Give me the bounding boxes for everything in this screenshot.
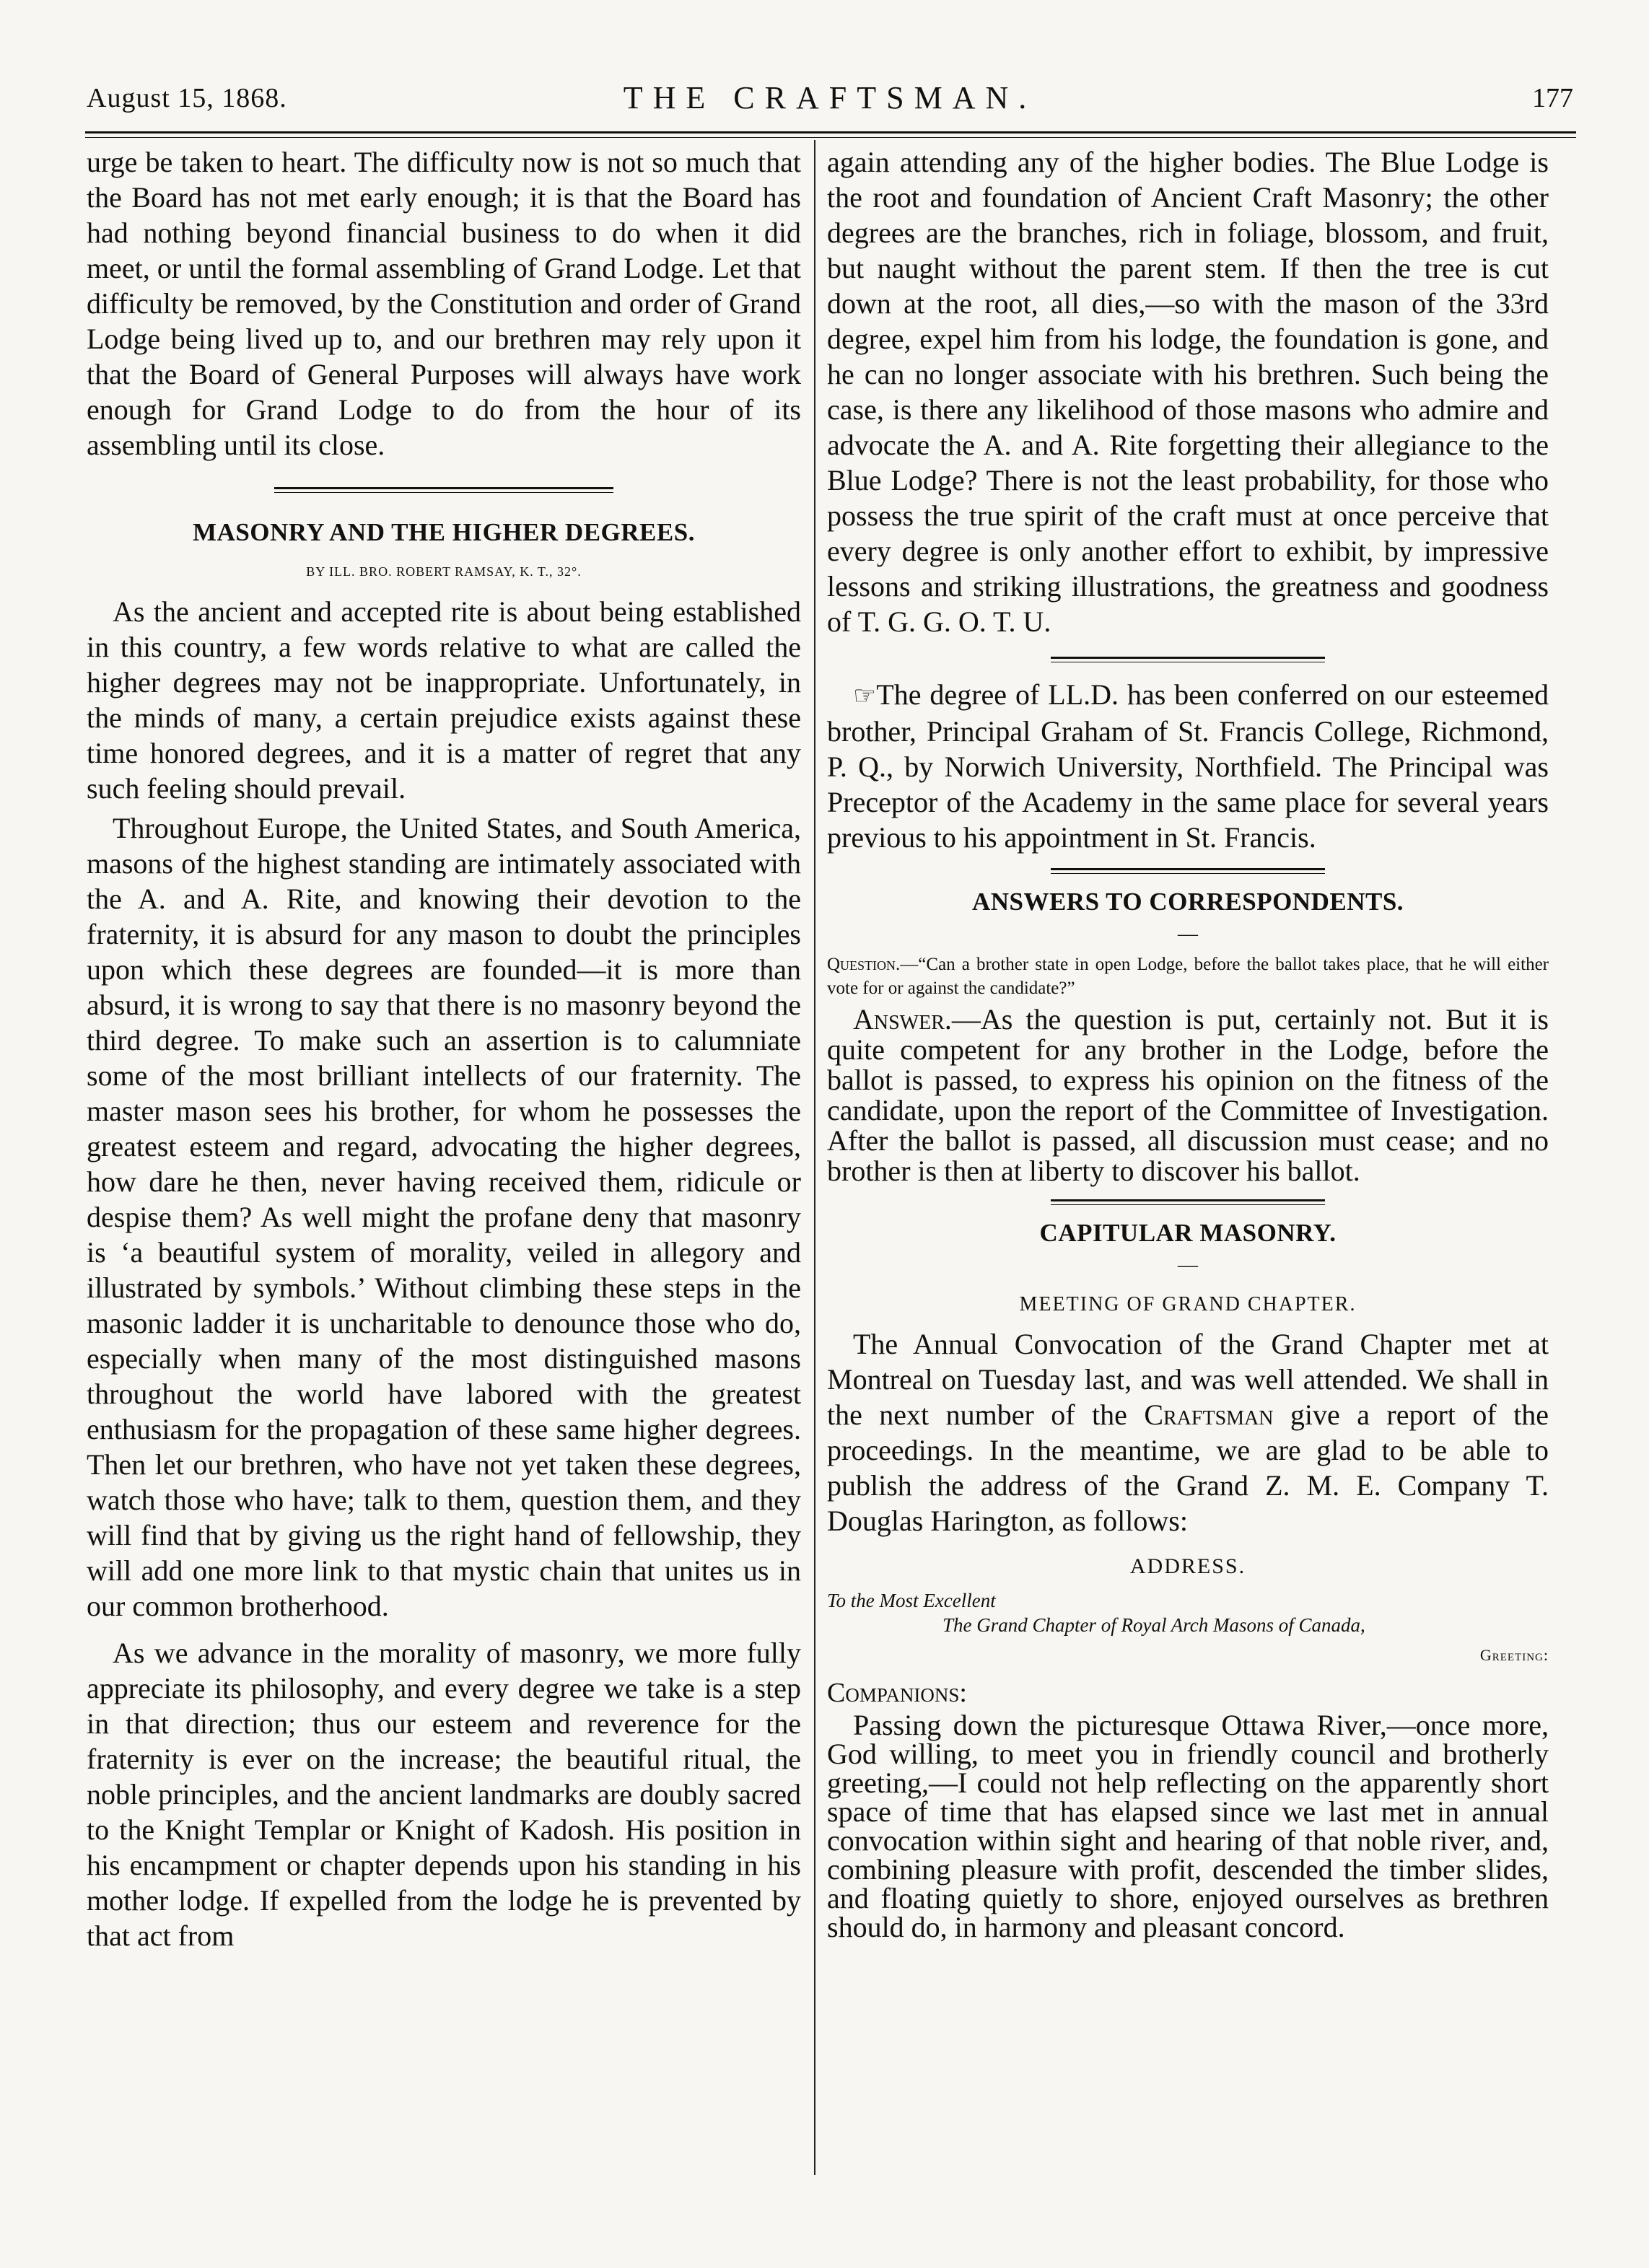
address-recipient-body: The Grand Chapter of Royal Arch Masons of Canada, — [942, 1614, 1365, 1636]
heading-dash: — — [1178, 923, 1198, 945]
left-paragraph-1: urge be taken to heart. The difficulty now is not so much that the Board has not met early enough; it is that the Board has had nothing beyond financial business to do when it did meet, or until the formal assembling of Grand Lodge. Let that difficulty be removed, by the Constitution and order of Grand Lodge being lived up to, and our brethren may rely upon it that the Board of General Purposes will always have work enough for Grand Lodge to do from the hour of its assembling until its close. — [87, 146, 801, 461]
correspondent-answer — [827, 1004, 1549, 1186]
question-label: Question. — [827, 955, 901, 974]
craftsman-name: Craftsman — [1144, 1398, 1274, 1431]
subheading-grand-chapter: MEETING OF GRAND CHAPTER. — [1019, 1293, 1357, 1315]
address-title: ADDRESS. — [1129, 1554, 1246, 1578]
page-header — [87, 79, 1573, 123]
left-paragraph-4: As we advance in the morality of masonry, we more fully appreciate its philosophy, and every degree we take is a step in that direction; thus our esteem and reverence for the fraternity is ever on the increase; the beautiful ritual, the noble principles, and the ancient landmarks are doubly sacred to the Knight Templar or Knight of Kadosh. His position in his encampment or chapter depends upon his standing in his mother lodge. If expelled from the lodge he is prevented by that act from — [87, 1637, 801, 1952]
article-heading-higher-degrees: MASONRY AND THE HIGHER DEGREES. — [193, 518, 695, 546]
heading-capitular-masonry: CAPITULAR MASONRY. — [1039, 1219, 1337, 1247]
left-column — [87, 144, 801, 1953]
right-paragraph-3 — [827, 1326, 1549, 1538]
pointing-hand-icon: ☞ — [853, 681, 877, 710]
right-paragraph-1: again attending any of the higher bodies. The Blue Lodge is the root and foundation of Ancient Craft Masonry; the other degrees are the branches, rich in foliage, blossom, and fruit, but naught without the parent stem. If then the tree is cut down at the root, all dies,—so with the mason of the 33rd degree, expel him from his lodge, the foundation is gone, and he can no longer associate with his brethren. Such being the case, is there any likelihood of those masons who admire and advocate the A. and A. Rite forgetting their allegiance to the Blue Lodge? There is not the least probability, for those who possess the true spirit of the craft must at once perceive that every degree is only another effort to exhibit, by impressive lessons and striking illustrations, the greatness and goodness of T. G. G. O. T. U. — [827, 146, 1549, 638]
question-text: —“Can a brother state in open Lodge, before the ballot takes place, that he will either vote for or against the candidate?” — [827, 955, 1549, 998]
section-separator — [1051, 868, 1325, 874]
article-byline: BY ILL. BRO. ROBERT RAMSAY, K. T., 32°. — [306, 564, 582, 579]
right-paragraph-4: Passing down the picturesque Ottawa River,—once more, God willing, to meet you in friendly council and brotherly greeting,—I could not help reflecting on the apparently short space of time that has elapsed since we last met in annual convocation within sight and hearing of that noble river, and, combining pleasure with profit, descended the timber slides, and floating quietly to shore, enjoyed ourselves as brethren should do, in harmony and pleasant concord. — [827, 1709, 1549, 1943]
section-separator — [274, 487, 613, 493]
header-date: August 15, 1868. — [87, 83, 287, 113]
answer-text: —As the question is put, certainly not. But it is quite competent for any brother in the Lodge, before the ballot is passed, to express his opinion on the fitness of the candidate, upon the report of the Committee of Investigation. After the ballot is passed, all discussion must cease; and no brother is then at liberty to discover his ballot. — [827, 1003, 1549, 1187]
answer-label: Answer. — [853, 1003, 952, 1036]
page-number: 177 — [1532, 83, 1573, 113]
lld-notice-text: The degree of LL.D. has been conferred on our esteemed brother, Principal Graham of St. Francis College, Richmond, P. Q., by Norwich University, Northfield. The Principal was Preceptor of the Academy in the same place for several years previous to his appointment in St. Francis. — [827, 678, 1549, 854]
publication-title: THE CRAFTSMAN. — [623, 80, 1037, 115]
column-divider — [814, 140, 815, 2175]
section-separator — [1051, 657, 1325, 662]
address-greeting: Greeting: — [1479, 1646, 1549, 1664]
heading-answers-to-correspondents: ANSWERS TO CORRESPONDENTS. — [971, 888, 1404, 916]
companions-salutation: Companions: — [827, 1678, 967, 1708]
heading-dash: — — [1178, 1254, 1198, 1277]
section-separator — [1051, 1199, 1325, 1205]
left-paragraph-2: As the ancient and accepted rite is about being established in this country, a few words relative to what are called the higher degrees may not be inappropriate. Unfortunately, in the minds of many, a certain prejudice exists against these time honored degrees, and it is a matter of regret that any such feeling should prevail. — [87, 595, 801, 805]
address-recipient: To the Most Excellent — [827, 1590, 996, 1611]
header-rule-thin — [85, 137, 1576, 138]
p3-end: give a report of the proceedings. In the meantime, we are glad to be able to publish the address of the Grand Z. M. E. Company T. Douglas Harington, as follows: — [827, 1398, 1549, 1537]
left-paragraph-3: Throughout Europe, the United States, and South America, masons of the highest standing are intimately associated with the A. and A. Rite, and knowing their devotion to the fraternity, it is absurd for any mason to doubt the principles upon which these degrees are founded—it is more than absurd, it is wrong to say that there is no masonry beyond the third degree. To make such an assertion is to calumniate some of the most brilliant intellects of our fraternity. The master mason sees his brother, for whom he possesses the greatest esteem and regard, advocating the higher degrees, how dare he then, never having received them, ridicule or despise them? As well might the profane deny that masonry is ‘a beautiful system of morality, veiled in allegory and illustrated by symbols.’ Without climbing these steps in the masonic ladder it is uncharitable to denounce those who do, especially when many of the most distinguished masons throughout the world have labored with the greatest enthusiasm for the propagation of these same higher degrees. Then let our brethren, who have not yet taken these degrees, watch those who have; talk to them, question them, and they will find that by giving us the right hand of fellowship, they will add one more link to that mystic chain that unites us in our common brotherhood. — [87, 812, 801, 1622]
p3-start: The Annual Convocation of the Grand Chapter met at Montreal on Tuesday last, and was well attended. We shall in the next number of the — [827, 1328, 1549, 1431]
header-rule — [85, 131, 1576, 133]
correspondent-question — [827, 953, 1549, 1000]
lld-notice — [827, 677, 1549, 855]
right-column — [827, 144, 1549, 1942]
